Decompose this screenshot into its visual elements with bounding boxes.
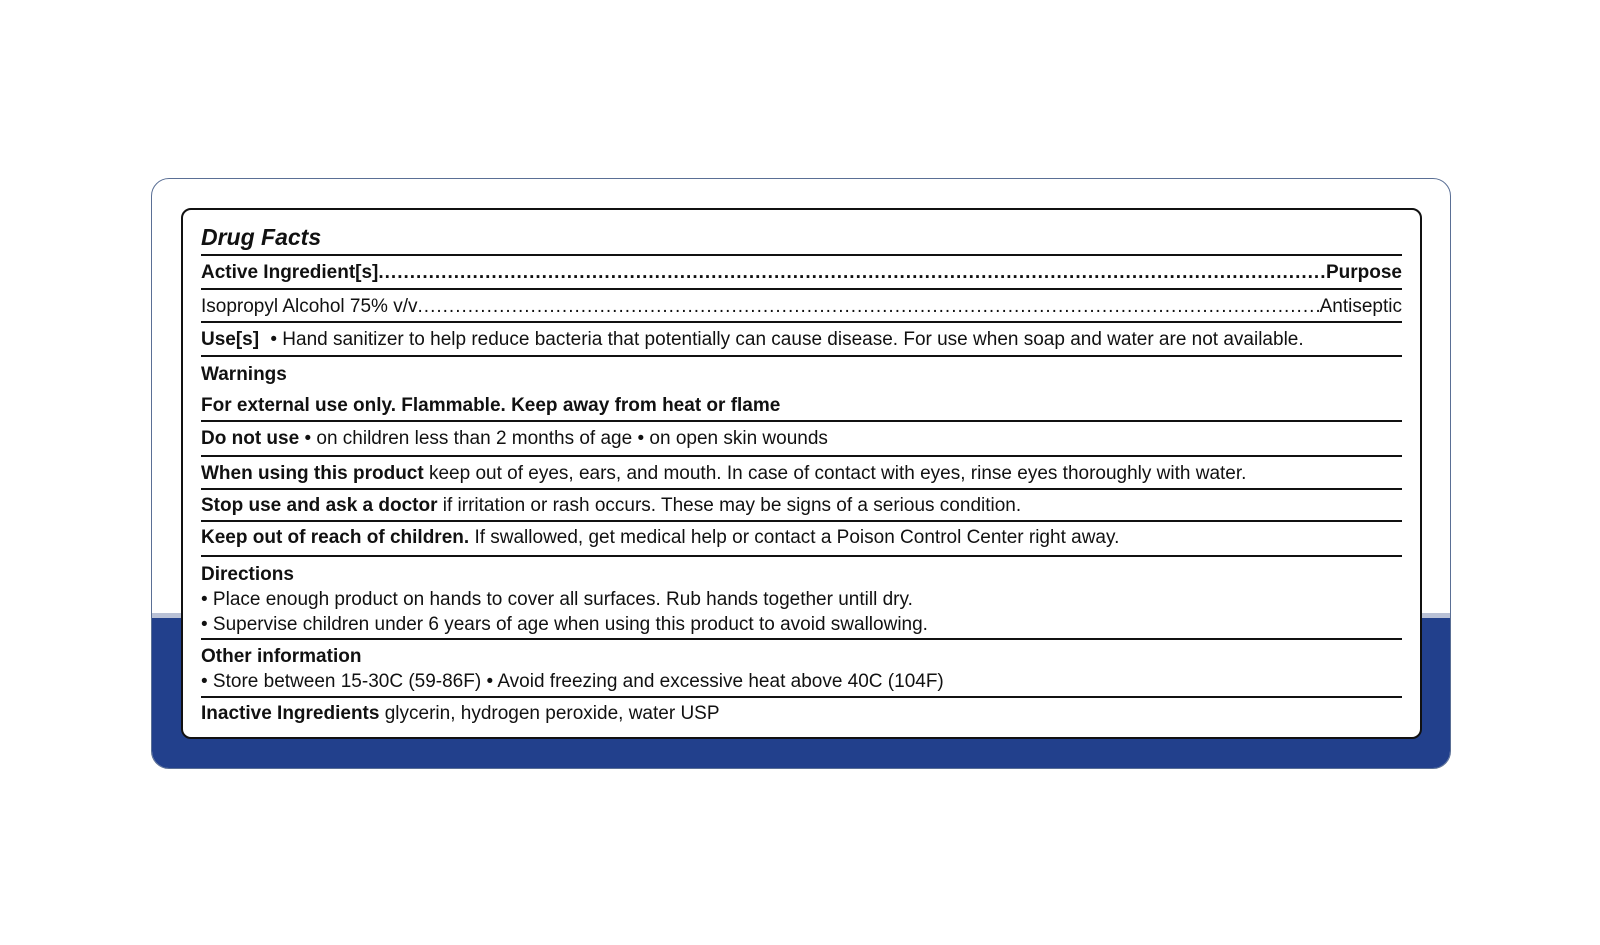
drug-facts-title: Drug Facts xyxy=(201,223,1402,256)
keep-out-section xyxy=(201,522,1402,557)
active-ingredient-name: Isopropyl Alcohol 75% v/v xyxy=(201,296,418,317)
other-information-text: • Store between 15-30C (59-86F) • Avoid freezing and excessive heat above 40C (104F) xyxy=(201,671,944,692)
inactive-ingredients-text: glycerin, hydrogen peroxide, water USP xyxy=(384,703,720,724)
directions-item: • Place enough product on hands to cover all surfaces. Rub hands together untill dry. xyxy=(201,589,913,610)
do-not-use-section xyxy=(201,422,1402,457)
when-using-text: keep out of eyes, ears, and mouth. In case of contact with eyes, rinse eyes thoroughly with water. xyxy=(428,463,1247,484)
keep-out-text: If swallowed, get medical help or contact a Poison Control Center right away. xyxy=(474,527,1120,548)
when-using-section xyxy=(201,457,1402,490)
warnings-external-use: For external use only. Flammable. Keep away from heat or flame xyxy=(201,390,1402,422)
stop-use-section xyxy=(201,490,1402,522)
active-ingredients-heading: Active Ingredient[s] xyxy=(201,262,379,283)
drug-facts-panel xyxy=(181,208,1422,739)
inactive-ingredients-heading: Inactive Ingredients xyxy=(201,703,380,724)
other-information-section xyxy=(201,640,1402,698)
leader-dots xyxy=(418,295,1320,319)
inactive-ingredients-section xyxy=(201,698,1402,733)
other-information-heading: Other information xyxy=(201,646,362,667)
stop-use-heading: Stop use and ask a doctor xyxy=(201,495,438,516)
do-not-use-text: • on children less than 2 months of age • on open skin wounds xyxy=(304,428,828,449)
uses-text: • Hand sanitizer to help reduce bacteria that potentially can cause disease. For use when soap and water are not available. xyxy=(270,329,1304,350)
active-ingredients-header xyxy=(201,256,1402,290)
purpose-heading: Purpose xyxy=(1325,262,1402,283)
uses-section xyxy=(201,323,1402,357)
active-ingredient-purpose: Antiseptic xyxy=(1319,296,1402,317)
uses-heading: Use[s] xyxy=(201,329,260,350)
active-ingredient-row xyxy=(201,290,1402,323)
keep-out-heading: Keep out of reach of children. xyxy=(201,527,470,548)
directions-section xyxy=(201,557,1402,640)
warnings-heading: Warnings xyxy=(201,364,287,385)
leader-dots xyxy=(378,261,1326,285)
when-using-heading: When using this product xyxy=(201,463,424,484)
directions-item: • Supervise children under 6 years of age when using this product to avoid swallowing. xyxy=(201,614,928,635)
stop-use-text: if irritation or rash occurs. These may be signs of a serious condition. xyxy=(442,495,1022,516)
do-not-use-heading: Do not use xyxy=(201,428,300,449)
directions-heading: Directions xyxy=(201,564,294,585)
